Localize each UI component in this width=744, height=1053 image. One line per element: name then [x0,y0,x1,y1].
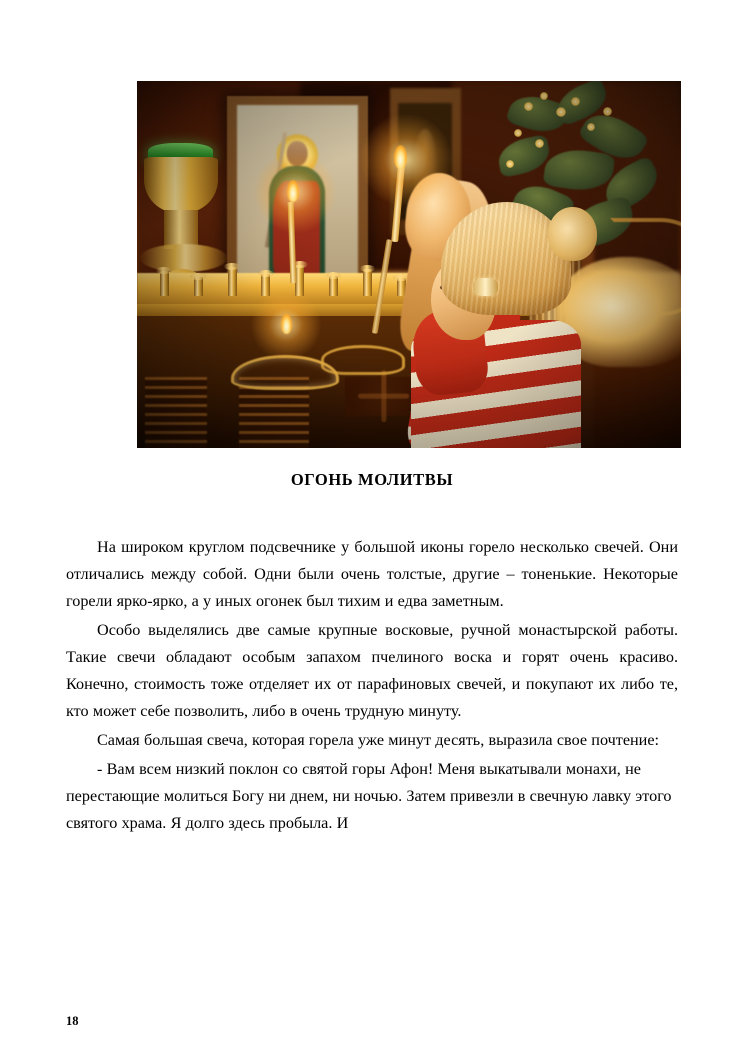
blossom-icon [535,139,544,148]
blossom-icon [540,92,548,100]
candlestick-cup [144,157,218,213]
chapter-title: ОГОНЬ МОЛИТВЫ [290,470,454,489]
page-number: 18 [66,1014,79,1028]
chapter-text-block [66,470,678,839]
paragraph: - Вам всем низкий поклон со святой горы Афон! Меня выкатывали монахи, не перестающие молиться Богу ни днем, ни ночью. Затем привезли в свечную лавку этого святого храма. Я долго здесь пробыла. И [66,760,672,832]
candle-socket [228,267,237,296]
hat-badge-icon [473,278,497,295]
saint-head [287,141,308,166]
photo-canvas [137,81,681,448]
candle-socket [194,277,203,297]
candle-socket [160,271,169,296]
blossom-icon [514,129,522,137]
candle-socket [295,265,304,296]
chapter-photograph [137,81,681,448]
paragraph: Самая большая свеча, которая горела уже минут десять, выразила свое почтение: [97,731,660,749]
candle-flame-icon [281,314,292,334]
child-figure [431,202,594,448]
paragraph: Особо выделялись две самые крупные восковые, ручной монастырской работы. Такие свечи обладают особым запахом пчелиного воска и горят очень красиво. Конечно, стоимость тоже отделяет их от парафиновых свечей, и покупают их либо те, кто может себе позволить, либо в очень трудную минуту. [66,621,678,720]
blossom-icon [603,107,612,116]
candle-socket [363,269,372,296]
candle-socket [261,274,270,296]
candle-socket [329,276,338,297]
paragraph: На широком круглом подсвечнике у большой иконы горело несколько свечей. Они отличались между собой. Одни были очень толстые, другие – тоненькие. Некоторые горели ярко-ярко, а у иных огонек был тихим и едва заметным. [66,538,678,610]
stand-ribs [145,377,208,448]
candle-flame-icon [287,180,299,202]
candle-flame-icon [394,145,407,169]
hat-pompom [548,207,597,261]
scroll-ornament [321,345,405,375]
